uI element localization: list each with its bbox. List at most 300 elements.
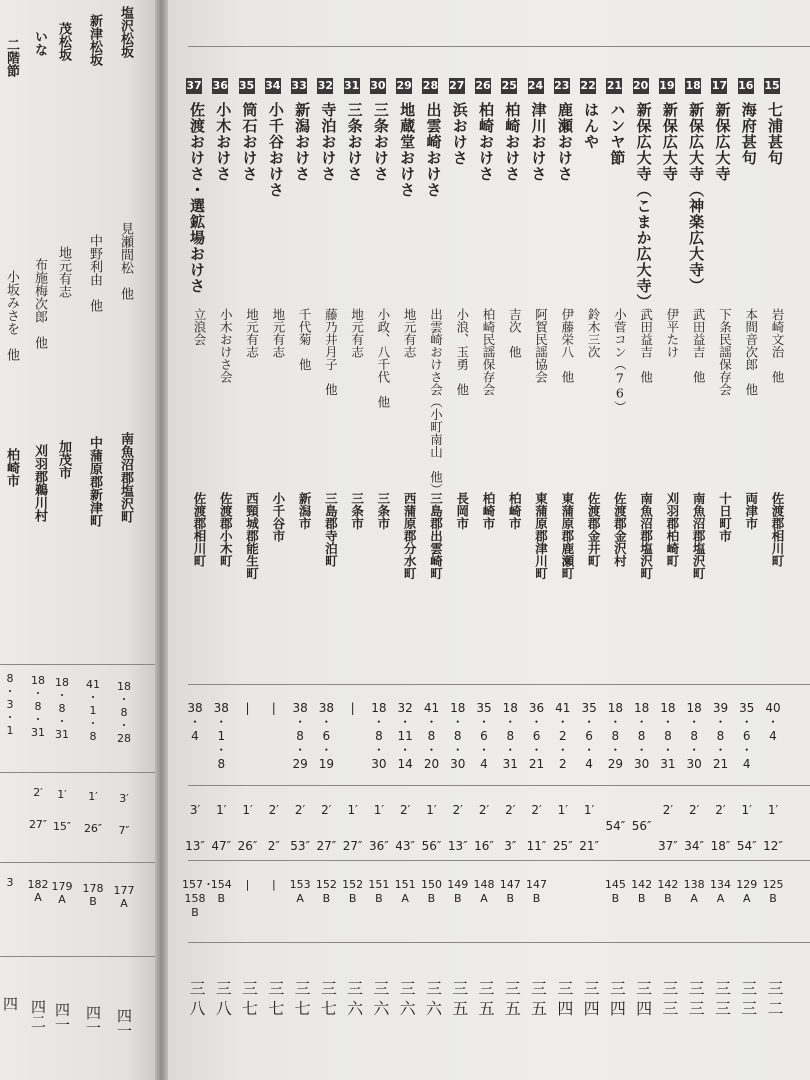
date-part: 18 bbox=[633, 701, 650, 715]
date-part: 31 bbox=[502, 757, 518, 771]
disc-part: 182 bbox=[27, 878, 49, 891]
disc-number bbox=[445, 878, 471, 906]
disc-part: 142 bbox=[631, 878, 653, 891]
date-part: 35 bbox=[739, 701, 755, 715]
song-title: はんや bbox=[582, 102, 601, 150]
date-separator: ・ bbox=[32, 713, 44, 726]
entry-column bbox=[576, 0, 602, 1080]
date-separator: ・ bbox=[635, 715, 648, 729]
duration-part: 47″ bbox=[211, 839, 232, 853]
recording-date bbox=[707, 698, 733, 774]
page-number: 三五 bbox=[502, 980, 522, 1020]
page-number: 三五 bbox=[528, 980, 548, 1020]
recording-place: 三島郡出雲崎町 bbox=[428, 492, 444, 580]
duration-part: 2′ bbox=[478, 803, 490, 817]
left-entry-column bbox=[0, 0, 21, 1080]
left-date-rule bbox=[0, 664, 160, 665]
duration-part: 2′ bbox=[268, 803, 279, 817]
recording-place: 西頸城郡能生町 bbox=[244, 492, 260, 580]
date-part: 31 bbox=[31, 726, 45, 739]
duration-part: 2″ bbox=[267, 839, 280, 853]
date-part: 18 bbox=[31, 674, 45, 687]
performer: 千代菊 他 bbox=[297, 308, 313, 371]
date-part: 18 bbox=[607, 701, 623, 715]
date-part: 6 bbox=[585, 729, 593, 743]
duration bbox=[760, 800, 786, 856]
page-number: 三六 bbox=[397, 980, 417, 1020]
duration-part: 2′ bbox=[33, 786, 43, 799]
duration-part: 27″ bbox=[342, 839, 363, 853]
date-part: 19 bbox=[318, 757, 334, 771]
duration bbox=[497, 800, 523, 856]
duration bbox=[82, 788, 104, 838]
date-part: 14 bbox=[397, 757, 413, 771]
duration-part: 1′ bbox=[741, 803, 752, 817]
page-number: 三六 bbox=[370, 980, 390, 1020]
song-title: 柏崎おけさ bbox=[477, 102, 495, 182]
performer: 鈴木三次 bbox=[586, 308, 602, 358]
performer: 下条民謡保存会 bbox=[717, 308, 733, 396]
date-part: 18 bbox=[686, 701, 702, 715]
song-title: 鹿瀬おけさ bbox=[555, 102, 574, 182]
date-part: 30 bbox=[686, 757, 702, 771]
date-part: 21 bbox=[712, 757, 729, 771]
date-part: 11 bbox=[397, 729, 413, 743]
duration-part: 26″ bbox=[237, 839, 258, 853]
disc-number bbox=[82, 882, 104, 908]
performer: 伊平たけ bbox=[664, 308, 680, 358]
disc-number bbox=[182, 878, 214, 920]
entry-number: 16 bbox=[738, 79, 754, 92]
performer: 阿賀民謡協会 bbox=[533, 308, 549, 383]
recording-place: 東蒲原郡鹿瀬町 bbox=[559, 492, 575, 580]
date-part: 8 bbox=[58, 702, 66, 715]
disc-number bbox=[340, 878, 366, 906]
date-separator: ・ bbox=[399, 715, 412, 729]
date-separator: ・ bbox=[451, 715, 464, 729]
date-part: 8 bbox=[716, 729, 725, 743]
recording-date bbox=[445, 698, 471, 774]
entry-number: 29 bbox=[396, 79, 412, 92]
song-title: 地蔵堂おけさ bbox=[398, 102, 417, 198]
disc-number bbox=[51, 880, 73, 906]
date-part: 32 bbox=[397, 701, 413, 715]
duration-part: 1′ bbox=[767, 803, 779, 817]
entry-column bbox=[471, 0, 497, 1080]
date-part: 1 bbox=[89, 704, 97, 717]
disc-part: 138 bbox=[683, 878, 705, 891]
disc-part: 178 bbox=[82, 882, 104, 895]
duration-part: 36″ bbox=[369, 839, 389, 853]
date-separator: ・ bbox=[56, 689, 68, 702]
recording-date bbox=[497, 698, 523, 774]
entry-column bbox=[707, 0, 733, 1080]
recording-date bbox=[366, 698, 392, 774]
date-separator: ・ bbox=[688, 743, 701, 757]
duration-part: 1′ bbox=[242, 803, 253, 817]
duration bbox=[208, 800, 234, 856]
disc-part: 179 bbox=[51, 880, 73, 893]
recording-date bbox=[629, 698, 655, 774]
duration bbox=[392, 800, 418, 856]
entry-column bbox=[734, 0, 760, 1080]
performer: 地元有志 bbox=[56, 246, 71, 298]
disc-part: 134 bbox=[709, 878, 731, 891]
recording-place: 南魚沼郡塩沢町 bbox=[691, 492, 707, 580]
left-entry-column bbox=[113, 0, 135, 1080]
disc-part: 3 bbox=[6, 876, 14, 889]
recording-date bbox=[681, 698, 707, 774]
disc-number bbox=[313, 878, 339, 906]
entry-number: 17 bbox=[711, 79, 728, 92]
page-number: 三三 bbox=[659, 980, 679, 1020]
recording-date bbox=[340, 698, 366, 718]
recording-place: 十日町市 bbox=[717, 492, 733, 542]
date-part: 8 bbox=[427, 729, 436, 743]
duration bbox=[27, 784, 49, 834]
date-part: 18 bbox=[117, 680, 131, 693]
disc-part: B bbox=[611, 892, 620, 905]
date-separator: ・ bbox=[740, 715, 753, 729]
performer: 布施梅次郎 他 bbox=[32, 258, 47, 349]
date-separator: ・ bbox=[530, 743, 543, 757]
date-part: 38 bbox=[187, 701, 203, 715]
recording-place: 刈羽郡鵜川村 bbox=[32, 444, 47, 522]
recording-date bbox=[550, 698, 576, 774]
page-number: 三五 bbox=[449, 980, 469, 1020]
duration-part: 43″ bbox=[395, 839, 416, 853]
date-separator: ・ bbox=[56, 715, 68, 728]
performer: 地元有志 bbox=[349, 308, 365, 358]
date-part: 38 bbox=[318, 701, 334, 715]
duration bbox=[707, 800, 733, 856]
date-part: 8 bbox=[506, 729, 515, 743]
date-separator: ・ bbox=[425, 743, 438, 757]
date-part: 4 bbox=[191, 729, 199, 743]
entry-column bbox=[629, 0, 655, 1080]
left-entry-column bbox=[51, 0, 73, 1080]
entry-column bbox=[261, 0, 287, 1080]
duration-part: 7″ bbox=[118, 824, 130, 837]
date-part: 18 bbox=[371, 701, 387, 715]
page-number: 三三 bbox=[712, 980, 732, 1020]
date-separator: ・ bbox=[504, 743, 517, 757]
recording-place: 三条市 bbox=[349, 492, 365, 530]
duration-part: 2′ bbox=[294, 803, 306, 817]
entry-number: 36 bbox=[212, 79, 228, 92]
entry-number: 27 bbox=[449, 79, 465, 92]
date-separator: ・ bbox=[215, 743, 228, 757]
entry-number: 34 bbox=[265, 79, 281, 92]
page-number: 三六 bbox=[344, 980, 364, 1020]
entry-number: 25 bbox=[501, 79, 517, 92]
duration-part: 1′ bbox=[88, 790, 98, 803]
entry-column bbox=[392, 0, 418, 1080]
book-gutter bbox=[155, 0, 169, 1080]
recording-date bbox=[0, 670, 21, 740]
entry-number: 24 bbox=[527, 79, 544, 92]
page-number: 四一 bbox=[115, 1008, 133, 1038]
duration-part: 27″ bbox=[316, 839, 337, 853]
duration-part: 2′ bbox=[715, 803, 726, 817]
date-part: 36 bbox=[528, 701, 545, 715]
duration-part: 1′ bbox=[426, 803, 437, 817]
date-part: 18 bbox=[660, 701, 676, 715]
date-part: 8 bbox=[453, 729, 462, 743]
disc-part: B bbox=[322, 892, 331, 905]
duration bbox=[471, 800, 497, 856]
date-separator: ・ bbox=[87, 717, 99, 730]
performer: 藤乃井月子 他 bbox=[323, 308, 339, 396]
date-part: 2 bbox=[558, 729, 567, 743]
recording-place: 西蒲原郡分水町 bbox=[402, 492, 418, 580]
date-part: 29 bbox=[292, 757, 308, 771]
entry-number: 35 bbox=[238, 79, 255, 92]
duration-part: 18″ bbox=[710, 839, 731, 853]
date-part: 28 bbox=[117, 732, 131, 745]
recording-place: 佐渡郡小木町 bbox=[218, 492, 234, 567]
recording-place: 佐渡郡金井町 bbox=[586, 492, 602, 567]
entry-number: 20 bbox=[632, 79, 649, 92]
date-separator: ・ bbox=[32, 687, 44, 700]
song-title: 小千谷おけさ bbox=[266, 102, 285, 198]
date-part: 20 bbox=[423, 757, 440, 771]
disc-number bbox=[366, 878, 392, 906]
recording-date bbox=[27, 672, 49, 742]
date-separator: ・ bbox=[215, 715, 228, 729]
entry-column bbox=[550, 0, 576, 1080]
duration-part: 1′ bbox=[57, 788, 67, 801]
song-title: 海府甚句 bbox=[739, 102, 758, 166]
entry-column bbox=[602, 0, 628, 1080]
entry-number: 18 bbox=[685, 79, 701, 92]
recording-place: 柏崎市 bbox=[481, 492, 496, 530]
disc-number bbox=[497, 878, 523, 906]
page-number: 四一 bbox=[84, 1005, 102, 1035]
date-separator: ・ bbox=[320, 743, 333, 757]
page-number: 三四 bbox=[607, 980, 627, 1020]
date-part: 6 bbox=[742, 729, 751, 743]
recording-date bbox=[576, 698, 602, 774]
disc-part: 154 bbox=[210, 878, 232, 891]
performer: 小菅コン（76） bbox=[612, 308, 628, 413]
date-separator: ・ bbox=[4, 685, 16, 698]
performer: 伊藤栄八 他 bbox=[559, 308, 575, 383]
recording-place: 両津市 bbox=[743, 492, 759, 530]
date-part: 4 bbox=[585, 757, 593, 771]
entry-column bbox=[313, 0, 339, 1080]
date-part: 6 bbox=[322, 729, 331, 743]
entry-column bbox=[235, 0, 261, 1080]
song-title: ハンヤ節 bbox=[608, 102, 627, 166]
song-title: 浜おけさ bbox=[450, 102, 469, 166]
page-number: 四一 bbox=[53, 1002, 71, 1032]
disc-part: B bbox=[532, 892, 541, 905]
performer: 小浪、玉勇 他 bbox=[454, 308, 470, 396]
duration bbox=[602, 800, 628, 836]
recording-date bbox=[82, 676, 104, 746]
date-separator: ・ bbox=[118, 693, 130, 706]
disc-number bbox=[760, 878, 786, 906]
date-part: 30 bbox=[633, 757, 650, 771]
disc-part: 151 bbox=[394, 878, 416, 891]
date-part: 1 bbox=[217, 729, 226, 743]
date-part: 8 bbox=[89, 730, 97, 743]
disc-number bbox=[629, 878, 655, 906]
recording-date bbox=[235, 698, 261, 718]
date-part: 8 bbox=[375, 729, 383, 743]
song-title: 七浦甚句 bbox=[766, 102, 784, 166]
disc-part: B bbox=[769, 892, 777, 905]
entry-number: 19 bbox=[659, 79, 675, 92]
performer: 地元有志 bbox=[270, 308, 286, 358]
performer: 地元有志 bbox=[402, 308, 418, 358]
date-part: 8 bbox=[611, 729, 620, 743]
date-part: | bbox=[271, 701, 276, 715]
date-part: 8 bbox=[637, 729, 646, 743]
date-part: 35 bbox=[581, 701, 597, 715]
recording-place: 南魚沼郡塩沢町 bbox=[118, 432, 133, 523]
date-part: 4 bbox=[742, 757, 751, 771]
date-part: 41 bbox=[423, 701, 440, 715]
song-title: 新保広大寺（神楽広大寺） bbox=[687, 102, 706, 294]
duration-part: 26″ bbox=[83, 822, 103, 835]
date-separator: ・ bbox=[399, 743, 412, 757]
disc-part: B bbox=[375, 892, 383, 905]
performer: 本間音次郎 他 bbox=[743, 308, 759, 396]
left-page bbox=[0, 0, 160, 1080]
page-number: 三四 bbox=[554, 980, 574, 1020]
duration-part: 2′ bbox=[505, 803, 516, 817]
duration-part: 11″ bbox=[526, 839, 547, 853]
page-number: 三六 bbox=[423, 980, 443, 1020]
date-part: 4 bbox=[769, 729, 777, 743]
disc-part: B bbox=[453, 892, 462, 905]
disc-part: 149 bbox=[447, 878, 469, 891]
disc-part: A bbox=[120, 897, 128, 910]
date-separator: ・ bbox=[320, 715, 333, 729]
disc-part: B bbox=[348, 892, 357, 905]
entry-number: 37 bbox=[186, 79, 202, 92]
date-part: 18 bbox=[450, 701, 466, 715]
duration bbox=[113, 790, 135, 840]
duration-part: 1′ bbox=[373, 803, 385, 817]
date-part: 8 bbox=[6, 672, 14, 685]
page-number: 三四 bbox=[633, 980, 653, 1020]
duration bbox=[681, 800, 707, 856]
page-number: 三七 bbox=[239, 980, 259, 1020]
disc-part: 151 bbox=[368, 878, 390, 891]
date-part: 8 bbox=[217, 757, 226, 771]
duration-part: 3′ bbox=[119, 792, 129, 805]
date-separator: ・ bbox=[556, 715, 569, 729]
left-entry-column bbox=[27, 0, 49, 1080]
page-number: 三八 bbox=[213, 980, 233, 1020]
entry-number: 32 bbox=[317, 79, 334, 92]
recording-date bbox=[182, 698, 208, 746]
disc-part: B bbox=[637, 892, 646, 905]
performer: 岩崎文治 他 bbox=[770, 308, 785, 383]
date-part: 6 bbox=[532, 729, 541, 743]
duration bbox=[366, 800, 392, 856]
disc-part: 152 bbox=[342, 878, 364, 891]
date-separator: ・ bbox=[294, 715, 307, 729]
date-separator: ・ bbox=[609, 715, 622, 729]
duration-part: 2′ bbox=[531, 803, 542, 817]
disc-part: A bbox=[401, 892, 409, 905]
date-separator: ・ bbox=[530, 715, 543, 729]
disc-part: 157・158 bbox=[182, 878, 214, 905]
entry-column bbox=[287, 0, 313, 1080]
recording-place: 東蒲原郡津川町 bbox=[533, 492, 549, 580]
song-title: 新保広大寺（こまか広大寺） bbox=[634, 102, 653, 310]
disc-part: 152 bbox=[315, 878, 337, 891]
date-separator: ・ bbox=[372, 743, 385, 757]
song-title: 津川おけさ bbox=[529, 102, 548, 182]
disc-part: | bbox=[271, 878, 276, 891]
date-part: 40 bbox=[765, 701, 781, 715]
disc-part: 147 bbox=[499, 878, 521, 891]
disc-number bbox=[261, 878, 287, 892]
performer: 武田益吉 他 bbox=[638, 308, 654, 383]
date-part: 31 bbox=[660, 757, 676, 771]
entry-column bbox=[681, 0, 707, 1080]
recording-date bbox=[418, 698, 444, 774]
date-part: 8 bbox=[664, 729, 672, 743]
recording-place: 佐渡郡相川町 bbox=[192, 492, 207, 567]
page-number: 三八 bbox=[187, 980, 206, 1020]
date-part: 38 bbox=[213, 701, 229, 715]
song-title: 新保広大寺 bbox=[713, 102, 732, 182]
date-part: 31 bbox=[55, 728, 69, 741]
duration bbox=[629, 800, 655, 836]
song-title: 新保広大寺 bbox=[660, 102, 679, 182]
date-part: 29 bbox=[607, 757, 623, 771]
date-part: | bbox=[245, 701, 250, 715]
entry-number: 33 bbox=[291, 79, 307, 92]
duration bbox=[261, 800, 287, 856]
song-title: いな bbox=[32, 30, 47, 56]
date-separator: ・ bbox=[118, 719, 130, 732]
entry-column bbox=[340, 0, 366, 1080]
disc-part: 145 bbox=[604, 878, 626, 891]
duration-part: 16″ bbox=[474, 839, 494, 853]
date-separator: ・ bbox=[661, 715, 674, 729]
disc-part: A bbox=[58, 893, 66, 906]
date-separator: ・ bbox=[425, 715, 438, 729]
recording-place: 長岡市 bbox=[454, 492, 470, 530]
duration-part: 1′ bbox=[216, 803, 227, 817]
duration-part: 2′ bbox=[399, 803, 411, 817]
recording-place: 佐渡郡相川町 bbox=[770, 492, 785, 567]
disc-part: A bbox=[690, 892, 698, 905]
performer: 小政、八千代 他 bbox=[375, 308, 391, 408]
duration-part: 15″ bbox=[52, 820, 72, 833]
duration-part: 27″ bbox=[28, 818, 48, 831]
date-separator: ・ bbox=[583, 743, 596, 757]
disc-part: A bbox=[742, 892, 751, 905]
date-part: 8 bbox=[690, 729, 698, 743]
song-title: 塩沢松坂 bbox=[118, 6, 133, 58]
duration-part: 25″ bbox=[552, 839, 573, 853]
date-separator: ・ bbox=[4, 711, 16, 724]
date-part: 8 bbox=[296, 729, 304, 743]
page-number: 四 bbox=[1, 996, 19, 1011]
date-part: 8 bbox=[120, 706, 128, 719]
disc-number bbox=[707, 878, 733, 906]
left-page-rule bbox=[0, 956, 160, 957]
duration-part: 56″ bbox=[421, 839, 442, 853]
